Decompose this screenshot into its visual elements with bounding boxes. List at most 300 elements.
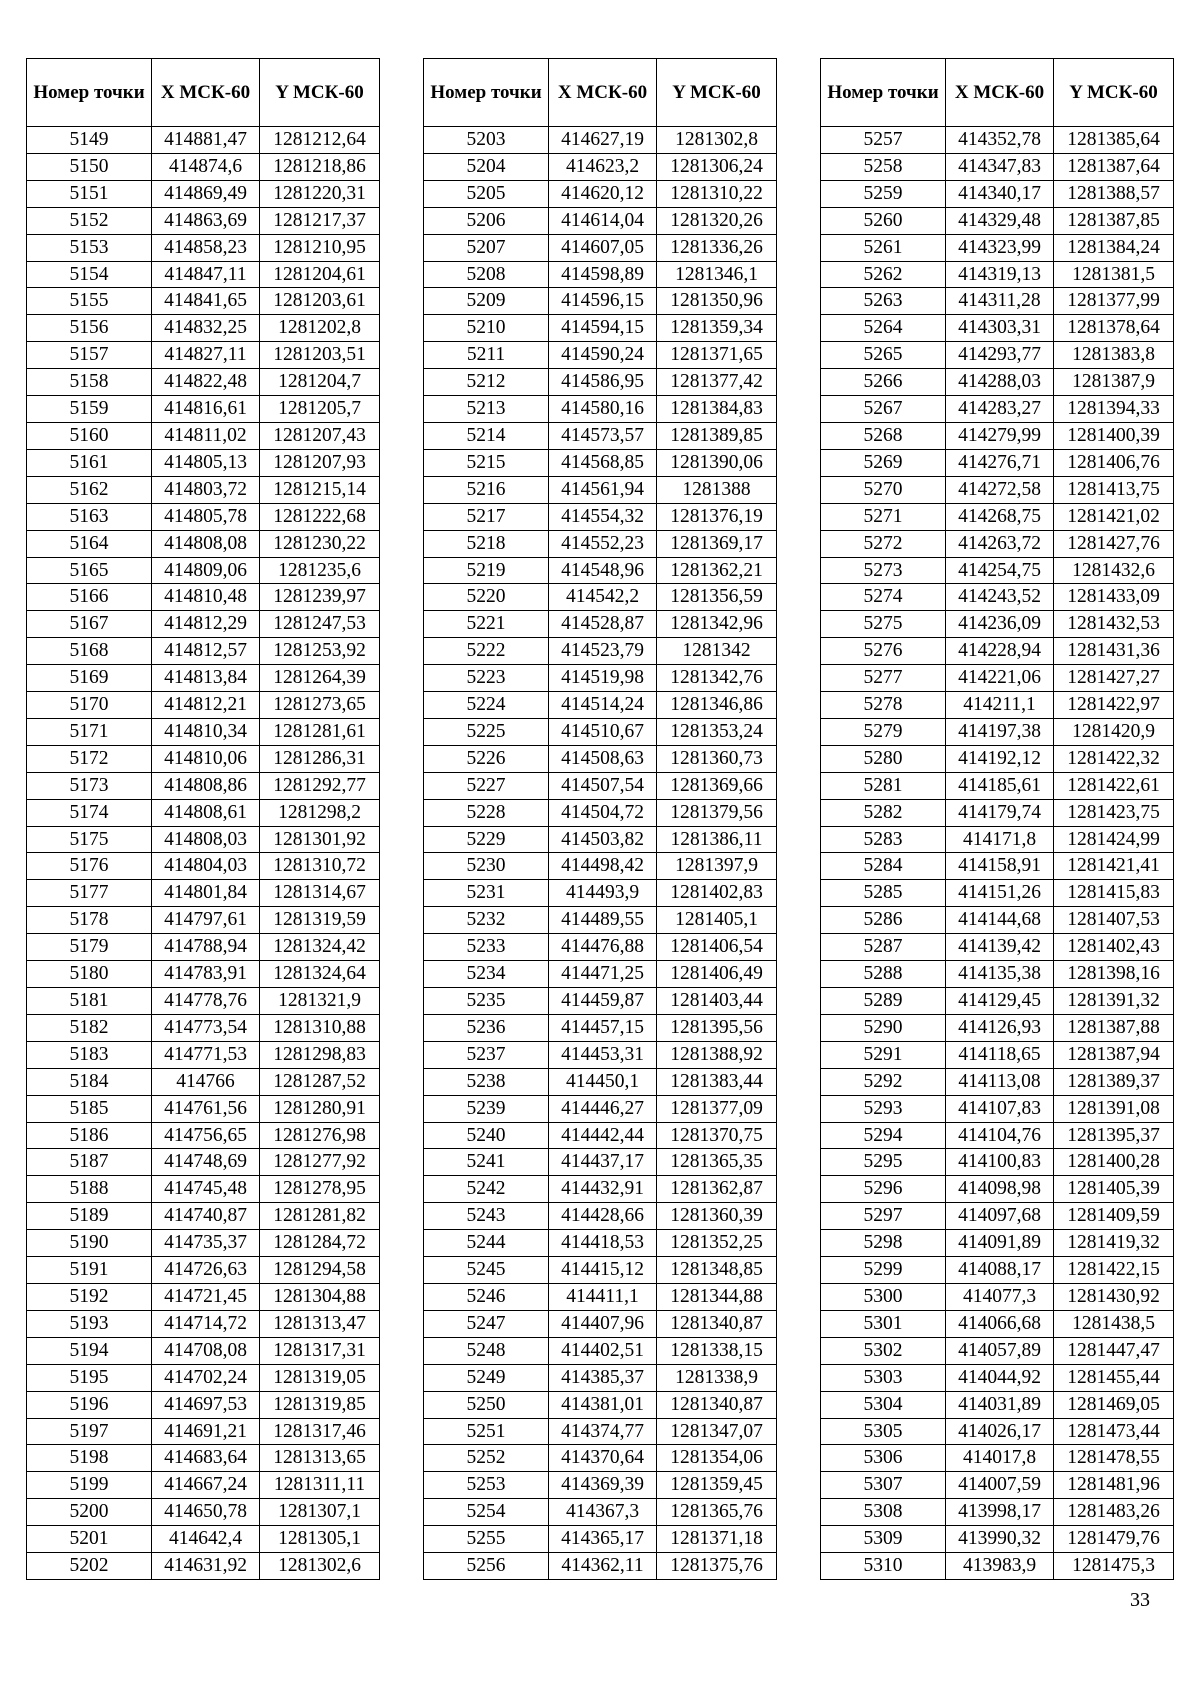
x-coordinate-cell: 414808,03: [152, 826, 260, 853]
point-number-cell: 5194: [27, 1337, 152, 1364]
table-row: [821, 557, 1174, 584]
point-number-cell: 5152: [27, 207, 152, 234]
table-row: [424, 745, 777, 772]
x-coordinate-cell: 414607,05: [549, 234, 657, 261]
x-coordinate-cell: 414748,69: [152, 1149, 260, 1176]
point-number-cell: 5261: [821, 234, 946, 261]
x-coordinate-cell: 414471,25: [549, 961, 657, 988]
x-coordinate-cell: 414459,87: [549, 988, 657, 1015]
table-row: [821, 207, 1174, 234]
y-coordinate-cell: 1281204,7: [260, 369, 380, 396]
x-coordinate-cell: 414702,24: [152, 1364, 260, 1391]
point-number-cell: 5213: [424, 396, 549, 423]
point-number-cell: 5294: [821, 1122, 946, 1149]
table-row: [821, 638, 1174, 665]
x-coordinate-cell: 414017,8: [946, 1445, 1054, 1472]
y-coordinate-cell: 1281220,31: [260, 180, 380, 207]
x-coordinate-cell: 414007,59: [946, 1472, 1054, 1499]
y-coordinate-cell: 1281424,99: [1054, 826, 1174, 853]
x-coordinate-cell: 414367,3: [549, 1499, 657, 1526]
x-coordinate-cell: 414385,37: [549, 1364, 657, 1391]
x-coordinate-cell: 414221,06: [946, 665, 1054, 692]
y-coordinate-cell: 1281377,42: [657, 369, 777, 396]
x-coordinate-cell: 414745,48: [152, 1176, 260, 1203]
point-number-cell: 5284: [821, 853, 946, 880]
x-coordinate-cell: 414407,96: [549, 1310, 657, 1337]
point-number-cell: 5255: [424, 1526, 549, 1553]
x-coordinate-cell: 414504,72: [549, 799, 657, 826]
x-coordinate-cell: 414268,75: [946, 503, 1054, 530]
point-number-cell: 5253: [424, 1472, 549, 1499]
x-coordinate-cell: 414773,54: [152, 1014, 260, 1041]
table-row: [821, 1041, 1174, 1068]
y-coordinate-cell: 1281353,24: [657, 718, 777, 745]
x-coordinate-cell: 414192,12: [946, 745, 1054, 772]
x-coordinate-cell: 414756,65: [152, 1122, 260, 1149]
table-row: [27, 503, 380, 530]
x-coordinate-cell: 414135,38: [946, 961, 1054, 988]
table-row: [27, 1364, 380, 1391]
y-coordinate-cell: 1281342,96: [657, 611, 777, 638]
x-coordinate-cell: 414507,54: [549, 772, 657, 799]
table-row: [27, 1176, 380, 1203]
y-coordinate-cell: 1281307,1: [260, 1499, 380, 1526]
point-number-cell: 5195: [27, 1364, 152, 1391]
point-number-cell: 5225: [424, 718, 549, 745]
y-coordinate-cell: 1281388,57: [1054, 180, 1174, 207]
x-coordinate-cell: 414726,63: [152, 1257, 260, 1284]
point-number-cell: 5303: [821, 1364, 946, 1391]
y-coordinate-cell: 1281281,61: [260, 718, 380, 745]
table-row: [821, 1526, 1174, 1553]
x-coordinate-cell: 414623,2: [549, 153, 657, 180]
y-coordinate-cell: 1281397,9: [657, 853, 777, 880]
x-coordinate-cell: 414411,1: [549, 1283, 657, 1310]
table-row: [27, 1203, 380, 1230]
point-number-cell: 5274: [821, 584, 946, 611]
point-number-cell: 5201: [27, 1526, 152, 1553]
point-number-cell: 5281: [821, 772, 946, 799]
table-row: [424, 1364, 777, 1391]
table-row: [27, 1499, 380, 1526]
x-coordinate-cell: 414863,69: [152, 207, 260, 234]
y-coordinate-cell: 1281230,22: [260, 530, 380, 557]
y-coordinate-cell: 1281352,25: [657, 1230, 777, 1257]
point-number-cell: 5232: [424, 907, 549, 934]
point-number-cell: 5170: [27, 692, 152, 719]
x-coordinate-cell: 414813,84: [152, 665, 260, 692]
y-coordinate-cell: 1281387,88: [1054, 1014, 1174, 1041]
table-row: [27, 718, 380, 745]
y-coordinate-cell: 1281298,2: [260, 799, 380, 826]
y-coordinate-cell: 1281212,64: [260, 127, 380, 154]
x-coordinate-cell: 414631,92: [152, 1553, 260, 1580]
point-number-cell: 5251: [424, 1418, 549, 1445]
x-coordinate-cell: 414243,52: [946, 584, 1054, 611]
y-coordinate-cell: 1281280,91: [260, 1095, 380, 1122]
point-number-cell: 5249: [424, 1364, 549, 1391]
x-coordinate-cell: 414107,83: [946, 1095, 1054, 1122]
y-coordinate-cell: 1281338,9: [657, 1364, 777, 1391]
header-row: [27, 59, 380, 127]
x-coordinate-cell: 414352,78: [946, 127, 1054, 154]
y-coordinate-cell: 1281360,73: [657, 745, 777, 772]
x-coordinate-cell: 414568,85: [549, 449, 657, 476]
y-coordinate-cell: 1281402,83: [657, 880, 777, 907]
x-coordinate-cell: 414797,61: [152, 907, 260, 934]
y-coordinate-cell: 1281342,76: [657, 665, 777, 692]
x-coordinate-cell: 414805,13: [152, 449, 260, 476]
x-coordinate-cell: 414708,08: [152, 1337, 260, 1364]
y-coordinate-cell: 1281370,75: [657, 1122, 777, 1149]
x-coordinate-cell: 414179,74: [946, 799, 1054, 826]
x-coordinate-cell: 414594,15: [549, 315, 657, 342]
point-number-cell: 5286: [821, 907, 946, 934]
y-coordinate-cell: 1281356,59: [657, 584, 777, 611]
y-coordinate-cell: 1281310,72: [260, 853, 380, 880]
y-coordinate-cell: 1281483,26: [1054, 1499, 1174, 1526]
point-number-cell: 5236: [424, 1014, 549, 1041]
x-coordinate-cell: 414801,84: [152, 880, 260, 907]
table-row: [424, 1257, 777, 1284]
y-coordinate-cell: 1281292,77: [260, 772, 380, 799]
y-coordinate-cell: 1281287,52: [260, 1068, 380, 1095]
point-number-cell: 5180: [27, 961, 152, 988]
y-coordinate-cell: 1281202,8: [260, 315, 380, 342]
point-number-cell: 5283: [821, 826, 946, 853]
point-number-cell: 5173: [27, 772, 152, 799]
y-coordinate-cell: 1281427,76: [1054, 530, 1174, 557]
table-row: [27, 1122, 380, 1149]
table-row: [424, 396, 777, 423]
table-row: [27, 611, 380, 638]
table-row: [424, 1014, 777, 1041]
point-number-cell: 5183: [27, 1041, 152, 1068]
table-row: [27, 127, 380, 154]
y-coordinate-cell: 1281371,18: [657, 1526, 777, 1553]
x-coordinate-cell: 414031,89: [946, 1391, 1054, 1418]
table-row: [424, 1391, 777, 1418]
point-number-cell: 5238: [424, 1068, 549, 1095]
table-row: [424, 934, 777, 961]
table-row: [27, 1553, 380, 1580]
point-number-cell: 5160: [27, 422, 152, 449]
x-coordinate-cell: 414129,45: [946, 988, 1054, 1015]
y-coordinate-cell: 1281403,44: [657, 988, 777, 1015]
point-number-cell: 5297: [821, 1203, 946, 1230]
table-row: [27, 988, 380, 1015]
table-row: [821, 342, 1174, 369]
table-row: [424, 1418, 777, 1445]
y-coordinate-cell: 1281419,32: [1054, 1230, 1174, 1257]
y-coordinate-cell: 1281398,16: [1054, 961, 1174, 988]
y-coordinate-cell: 1281354,06: [657, 1445, 777, 1472]
x-coordinate-cell: 414457,15: [549, 1014, 657, 1041]
table-row: [821, 1499, 1174, 1526]
y-coordinate-cell: 1281371,65: [657, 342, 777, 369]
y-coordinate-cell: 1281314,67: [260, 880, 380, 907]
point-number-cell: 5218: [424, 530, 549, 557]
table-row: [424, 369, 777, 396]
point-number-cell: 5157: [27, 342, 152, 369]
point-number-cell: 5193: [27, 1310, 152, 1337]
table-row: [821, 1472, 1174, 1499]
point-number-cell: 5305: [821, 1418, 946, 1445]
point-number-cell: 5291: [821, 1041, 946, 1068]
table-row: [424, 1122, 777, 1149]
x-coordinate-cell: 414077,3: [946, 1283, 1054, 1310]
x-coordinate-cell: 414362,11: [549, 1553, 657, 1580]
point-number-cell: 5298: [821, 1230, 946, 1257]
table-row: [27, 692, 380, 719]
x-coordinate-cell: 414683,64: [152, 1445, 260, 1472]
y-coordinate-cell: 1281301,92: [260, 826, 380, 853]
coordinates-table-1: [26, 58, 380, 1580]
table-row: [424, 611, 777, 638]
x-coordinate-cell: 414822,48: [152, 369, 260, 396]
y-coordinate-cell: 1281210,95: [260, 234, 380, 261]
point-number-cell: 5246: [424, 1283, 549, 1310]
point-number-cell: 5199: [27, 1472, 152, 1499]
table-row: [27, 665, 380, 692]
y-coordinate-cell: 1281362,21: [657, 557, 777, 584]
y-coordinate-cell: 1281264,39: [260, 665, 380, 692]
point-number-cell: 5169: [27, 665, 152, 692]
y-coordinate-cell: 1281205,7: [260, 396, 380, 423]
x-coordinate-cell: 414236,09: [946, 611, 1054, 638]
y-coordinate-cell: 1281386,11: [657, 826, 777, 853]
y-coordinate-cell: 1281215,14: [260, 476, 380, 503]
y-coordinate-cell: 1281247,53: [260, 611, 380, 638]
table-row: [424, 799, 777, 826]
x-coordinate-cell: 414113,08: [946, 1068, 1054, 1095]
table-row: [27, 1310, 380, 1337]
table-row: [821, 288, 1174, 315]
y-coordinate-cell: 1281286,31: [260, 745, 380, 772]
x-coordinate-cell: 414554,32: [549, 503, 657, 530]
table-row: [424, 718, 777, 745]
point-number-cell: 5163: [27, 503, 152, 530]
table-row: [821, 799, 1174, 826]
table-row: [821, 584, 1174, 611]
x-coordinate-cell: 414097,68: [946, 1203, 1054, 1230]
table-row: [424, 1095, 777, 1122]
point-number-cell: 5252: [424, 1445, 549, 1472]
table-row: [821, 665, 1174, 692]
y-coordinate-cell: 1281383,44: [657, 1068, 777, 1095]
table-row: [424, 207, 777, 234]
table-row: [27, 557, 380, 584]
y-coordinate-cell: 1281306,24: [657, 153, 777, 180]
y-coordinate-cell: 1281253,92: [260, 638, 380, 665]
table-row: [821, 1310, 1174, 1337]
x-coordinate-cell: 414691,21: [152, 1418, 260, 1445]
x-coordinate-cell: 414098,98: [946, 1176, 1054, 1203]
x-coordinate-cell: 414311,28: [946, 288, 1054, 315]
y-coordinate-cell: 1281362,87: [657, 1176, 777, 1203]
point-number-cell: 5220: [424, 584, 549, 611]
y-coordinate-cell: 1281313,47: [260, 1310, 380, 1337]
y-coordinate-cell: 1281432,6: [1054, 557, 1174, 584]
y-coordinate-cell: 1281387,85: [1054, 207, 1174, 234]
point-number-cell: 5210: [424, 315, 549, 342]
x-coordinate-cell: 414548,96: [549, 557, 657, 584]
header-point-number: Номер точки: [27, 59, 152, 127]
point-number-cell: 5205: [424, 180, 549, 207]
table-row: [821, 1445, 1174, 1472]
table-row: [424, 1553, 777, 1580]
x-coordinate-cell: 414523,79: [549, 638, 657, 665]
x-coordinate-cell: 414158,91: [946, 853, 1054, 880]
table-row: [821, 1418, 1174, 1445]
point-number-cell: 5162: [27, 476, 152, 503]
table-row: [821, 153, 1174, 180]
x-coordinate-cell: 414066,68: [946, 1310, 1054, 1337]
x-coordinate-cell: 414374,77: [549, 1418, 657, 1445]
point-number-cell: 5149: [27, 127, 152, 154]
point-number-cell: 5182: [27, 1014, 152, 1041]
x-coordinate-cell: 414365,17: [549, 1526, 657, 1553]
table-row: [424, 638, 777, 665]
page-number: 33: [1130, 1589, 1150, 1611]
y-coordinate-cell: 1281273,65: [260, 692, 380, 719]
x-coordinate-cell: 414812,57: [152, 638, 260, 665]
x-coordinate-cell: 414810,34: [152, 718, 260, 745]
x-coordinate-cell: 414667,24: [152, 1472, 260, 1499]
table-row: [424, 1176, 777, 1203]
x-coordinate-cell: 414057,89: [946, 1337, 1054, 1364]
point-number-cell: 5185: [27, 1095, 152, 1122]
point-number-cell: 5295: [821, 1149, 946, 1176]
y-coordinate-cell: 1281385,64: [1054, 127, 1174, 154]
y-coordinate-cell: 1281281,82: [260, 1203, 380, 1230]
table-row: [821, 530, 1174, 557]
table-row: [424, 665, 777, 692]
y-coordinate-cell: 1281359,34: [657, 315, 777, 342]
point-number-cell: 5192: [27, 1283, 152, 1310]
y-coordinate-cell: 1281389,37: [1054, 1068, 1174, 1095]
table-row: [27, 207, 380, 234]
table-row: [424, 692, 777, 719]
y-coordinate-cell: 1281427,27: [1054, 665, 1174, 692]
y-coordinate-cell: 1281239,97: [260, 584, 380, 611]
table-row: [27, 584, 380, 611]
y-coordinate-cell: 1281207,93: [260, 449, 380, 476]
table-row: [27, 961, 380, 988]
y-coordinate-cell: 1281222,68: [260, 503, 380, 530]
y-coordinate-cell: 1281431,36: [1054, 638, 1174, 665]
x-coordinate-cell: 414503,82: [549, 826, 657, 853]
y-coordinate-cell: 1281405,1: [657, 907, 777, 934]
point-number-cell: 5177: [27, 880, 152, 907]
x-coordinate-cell: 414803,72: [152, 476, 260, 503]
point-number-cell: 5184: [27, 1068, 152, 1095]
x-coordinate-cell: 414347,83: [946, 153, 1054, 180]
x-coordinate-cell: 414139,42: [946, 934, 1054, 961]
x-coordinate-cell: 414590,24: [549, 342, 657, 369]
point-number-cell: 5265: [821, 342, 946, 369]
x-coordinate-cell: 414586,95: [549, 369, 657, 396]
x-coordinate-cell: 414841,65: [152, 288, 260, 315]
table-row: [821, 772, 1174, 799]
point-number-cell: 5206: [424, 207, 549, 234]
x-coordinate-cell: 413983,9: [946, 1553, 1054, 1580]
header-y: Y МСК-60: [657, 59, 777, 127]
table-row: [27, 315, 380, 342]
y-coordinate-cell: 1281473,44: [1054, 1418, 1174, 1445]
table-row: [821, 1257, 1174, 1284]
table-row: [27, 1445, 380, 1472]
point-number-cell: 5247: [424, 1310, 549, 1337]
point-number-cell: 5211: [424, 342, 549, 369]
point-number-cell: 5234: [424, 961, 549, 988]
y-coordinate-cell: 1281310,22: [657, 180, 777, 207]
x-coordinate-cell: 414573,57: [549, 422, 657, 449]
point-number-cell: 5289: [821, 988, 946, 1015]
point-number-cell: 5228: [424, 799, 549, 826]
table-row: [821, 853, 1174, 880]
point-number-cell: 5292: [821, 1068, 946, 1095]
point-number-cell: 5227: [424, 772, 549, 799]
x-coordinate-cell: 414319,13: [946, 261, 1054, 288]
header-x: X МСК-60: [946, 59, 1054, 127]
point-number-cell: 5287: [821, 934, 946, 961]
table-row: [27, 342, 380, 369]
table-row: [27, 153, 380, 180]
x-coordinate-cell: 414144,68: [946, 907, 1054, 934]
point-number-cell: 5171: [27, 718, 152, 745]
y-coordinate-cell: 1281321,9: [260, 988, 380, 1015]
point-number-cell: 5278: [821, 692, 946, 719]
table-row: [821, 1122, 1174, 1149]
x-coordinate-cell: 414171,8: [946, 826, 1054, 853]
table-row: [821, 826, 1174, 853]
point-number-cell: 5175: [27, 826, 152, 853]
table-row: [424, 153, 777, 180]
table-row: [821, 1391, 1174, 1418]
table-row: [821, 1553, 1174, 1580]
x-coordinate-cell: 414510,67: [549, 718, 657, 745]
table-row: [821, 1337, 1174, 1364]
y-coordinate-cell: 1281338,15: [657, 1337, 777, 1364]
coordinates-table-2: [423, 58, 777, 1580]
x-coordinate-cell: 414858,23: [152, 234, 260, 261]
point-number-cell: 5198: [27, 1445, 152, 1472]
y-coordinate-cell: 1281447,47: [1054, 1337, 1174, 1364]
point-number-cell: 5165: [27, 557, 152, 584]
table-row: [821, 1149, 1174, 1176]
point-number-cell: 5229: [424, 826, 549, 853]
x-coordinate-cell: 414810,48: [152, 584, 260, 611]
x-coordinate-cell: 414446,27: [549, 1095, 657, 1122]
point-number-cell: 5256: [424, 1553, 549, 1580]
x-coordinate-cell: 414100,83: [946, 1149, 1054, 1176]
x-coordinate-cell: 414118,65: [946, 1041, 1054, 1068]
point-number-cell: 5277: [821, 665, 946, 692]
table-row: [821, 988, 1174, 1015]
table-row: [821, 127, 1174, 154]
point-number-cell: 5245: [424, 1257, 549, 1284]
table-row: [424, 1203, 777, 1230]
y-coordinate-cell: 1281469,05: [1054, 1391, 1174, 1418]
y-coordinate-cell: 1281377,09: [657, 1095, 777, 1122]
table-row: [821, 261, 1174, 288]
table-row: [27, 288, 380, 315]
y-coordinate-cell: 1281298,83: [260, 1041, 380, 1068]
x-coordinate-cell: 414279,99: [946, 422, 1054, 449]
y-coordinate-cell: 1281421,02: [1054, 503, 1174, 530]
x-coordinate-cell: 414810,06: [152, 745, 260, 772]
